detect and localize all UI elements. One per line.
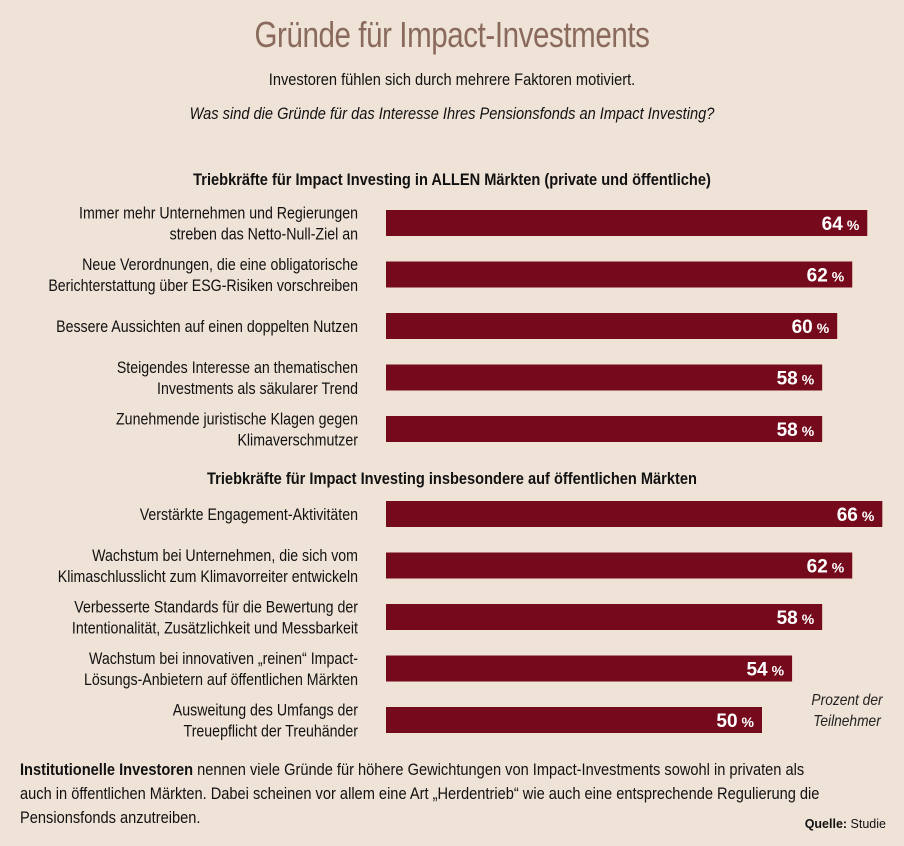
bar — [386, 501, 882, 527]
bar-value-unit: % — [831, 268, 845, 285]
bar-value-number: 58 — [776, 420, 798, 441]
bar — [386, 553, 852, 579]
bar-value-unit: % — [771, 662, 785, 679]
bar-value-label — [807, 266, 845, 287]
category-label — [117, 359, 358, 398]
footnote-text: nennen viele Gründe für höhere Gewichtungen von Impact-Investments sowohl in privaten als — [193, 760, 805, 779]
category-label — [56, 318, 358, 336]
category-label-line: Verbesserte Standards für die Bewertung der — [74, 598, 358, 617]
category-label-line: Berichterstattung über ESG-Risiken vorschreiben — [48, 277, 358, 296]
category-label — [58, 547, 358, 586]
bar-value-unit: % — [846, 217, 860, 233]
category-label-line: streben das Netto-Null-Ziel an — [169, 225, 358, 244]
bar-value-number: 62 — [806, 265, 828, 287]
bar-value-number: 66 — [836, 505, 858, 526]
category-label — [84, 650, 358, 689]
bar-value-number: 64 — [821, 214, 843, 235]
source-note — [0, 817, 886, 831]
bar — [386, 416, 822, 442]
category-label — [140, 506, 358, 524]
bar-value-unit: % — [801, 371, 815, 388]
category-label-line: Intentionalität, Zusätzlichkeit und Messbarkeit — [71, 619, 358, 638]
category-label — [116, 411, 358, 450]
category-label-line: Wachstum bei Unternehmen, die sich vom — [92, 547, 358, 566]
category-label — [173, 702, 358, 741]
bar-value-number: 58 — [776, 608, 798, 629]
category-label — [79, 205, 358, 244]
category-label-line: Zunehmende juristische Klagen gegen — [116, 410, 358, 429]
footnote-line: Pensionsfonds anzutreiben. — [20, 808, 201, 827]
bar-value-label — [777, 420, 815, 441]
bar-value-unit: % — [816, 320, 830, 336]
category-label-line: Klimaschlusslicht zum Klimavorreiter entwickeln — [57, 568, 358, 587]
bar-value-number: 50 — [716, 711, 738, 732]
section-heading-all-markets: Triebkräfte für Impact Investing in ALLEN Märkten (private und öffentliche) — [193, 170, 711, 189]
bar — [386, 313, 837, 339]
bar-value-label — [716, 711, 754, 732]
bar-value-unit: % — [801, 611, 815, 627]
bar-value-label — [837, 505, 875, 526]
bar — [386, 656, 792, 682]
bar-value-unit: % — [861, 508, 875, 524]
category-label-line: Ausweitung des Umfangs der — [172, 701, 358, 720]
unit-note-line: Prozent der — [811, 692, 883, 709]
bar-value-number: 60 — [791, 317, 813, 338]
category-label-line: Investments als säkularer Trend — [157, 380, 358, 399]
category-label-line: Lösungs-Anbietern auf öffentlichen Märkten — [83, 671, 358, 690]
bar — [386, 365, 822, 391]
page-title: Gründe für Impact-Investments — [254, 14, 650, 55]
category-label-line: Neue Verordnungen, die eine obligatorische — [82, 256, 358, 275]
bar-value-label — [822, 214, 860, 235]
category-label-line: Klimaverschmutzer — [237, 431, 358, 450]
source-label: Quelle: — [804, 817, 848, 831]
page-subtitle: Investoren fühlen sich durch mehrere Faktoren motiviert. — [268, 70, 636, 89]
category-label-line: Wachstum bei innovativen „reinen“ Impact- — [89, 650, 358, 669]
category-label-line: Treuepflicht der Treuhänder — [183, 722, 358, 741]
bar — [386, 262, 852, 288]
bar-value-unit: % — [741, 714, 754, 730]
bar — [386, 210, 867, 236]
bar-value-label — [746, 660, 784, 681]
bar-value-label — [777, 369, 815, 390]
survey-question: Was sind die Gründe für das Interesse Ihres Pensionsfonds an Impact Investing? — [189, 104, 715, 123]
footnote-line: auch in öffentlichen Märkten. Dabei scheinen vor allem eine Art „Herdentrieb“ wie auch eine entsprechende Regulierung die — [20, 784, 820, 803]
bar-value-unit: % — [831, 559, 845, 576]
bar-value-unit: % — [801, 423, 815, 439]
bar-value-label — [792, 317, 830, 338]
bar-value-number: 54 — [746, 659, 768, 681]
unit-note — [800, 690, 895, 732]
category-label-line: Verstärkte Engagement-Aktivitäten — [139, 506, 358, 525]
source-value: Studie — [850, 817, 886, 831]
footnote-lead: Institutionelle Investoren — [20, 760, 194, 779]
category-label-line: Steigendes Interesse an thematischen — [116, 359, 358, 378]
bar-value-number: 62 — [806, 556, 828, 578]
section-heading-public-markets: Triebkräfte für Impact Investing insbesondere auf öffentlichen Märkten — [207, 469, 697, 488]
bar-value-label — [807, 557, 845, 578]
category-label — [48, 256, 358, 295]
category-label-line: Immer mehr Unternehmen und Regierungen — [79, 204, 358, 223]
footnote-line — [20, 758, 880, 782]
category-label — [72, 599, 359, 638]
bar — [386, 707, 762, 733]
bar — [386, 604, 822, 630]
category-label-line: Bessere Aussichten auf einen doppelten Nutzen — [56, 318, 358, 337]
unit-note-line: Teilnehmer — [813, 713, 881, 730]
bar-value-label — [777, 608, 815, 629]
bar-value-number: 58 — [776, 368, 798, 390]
